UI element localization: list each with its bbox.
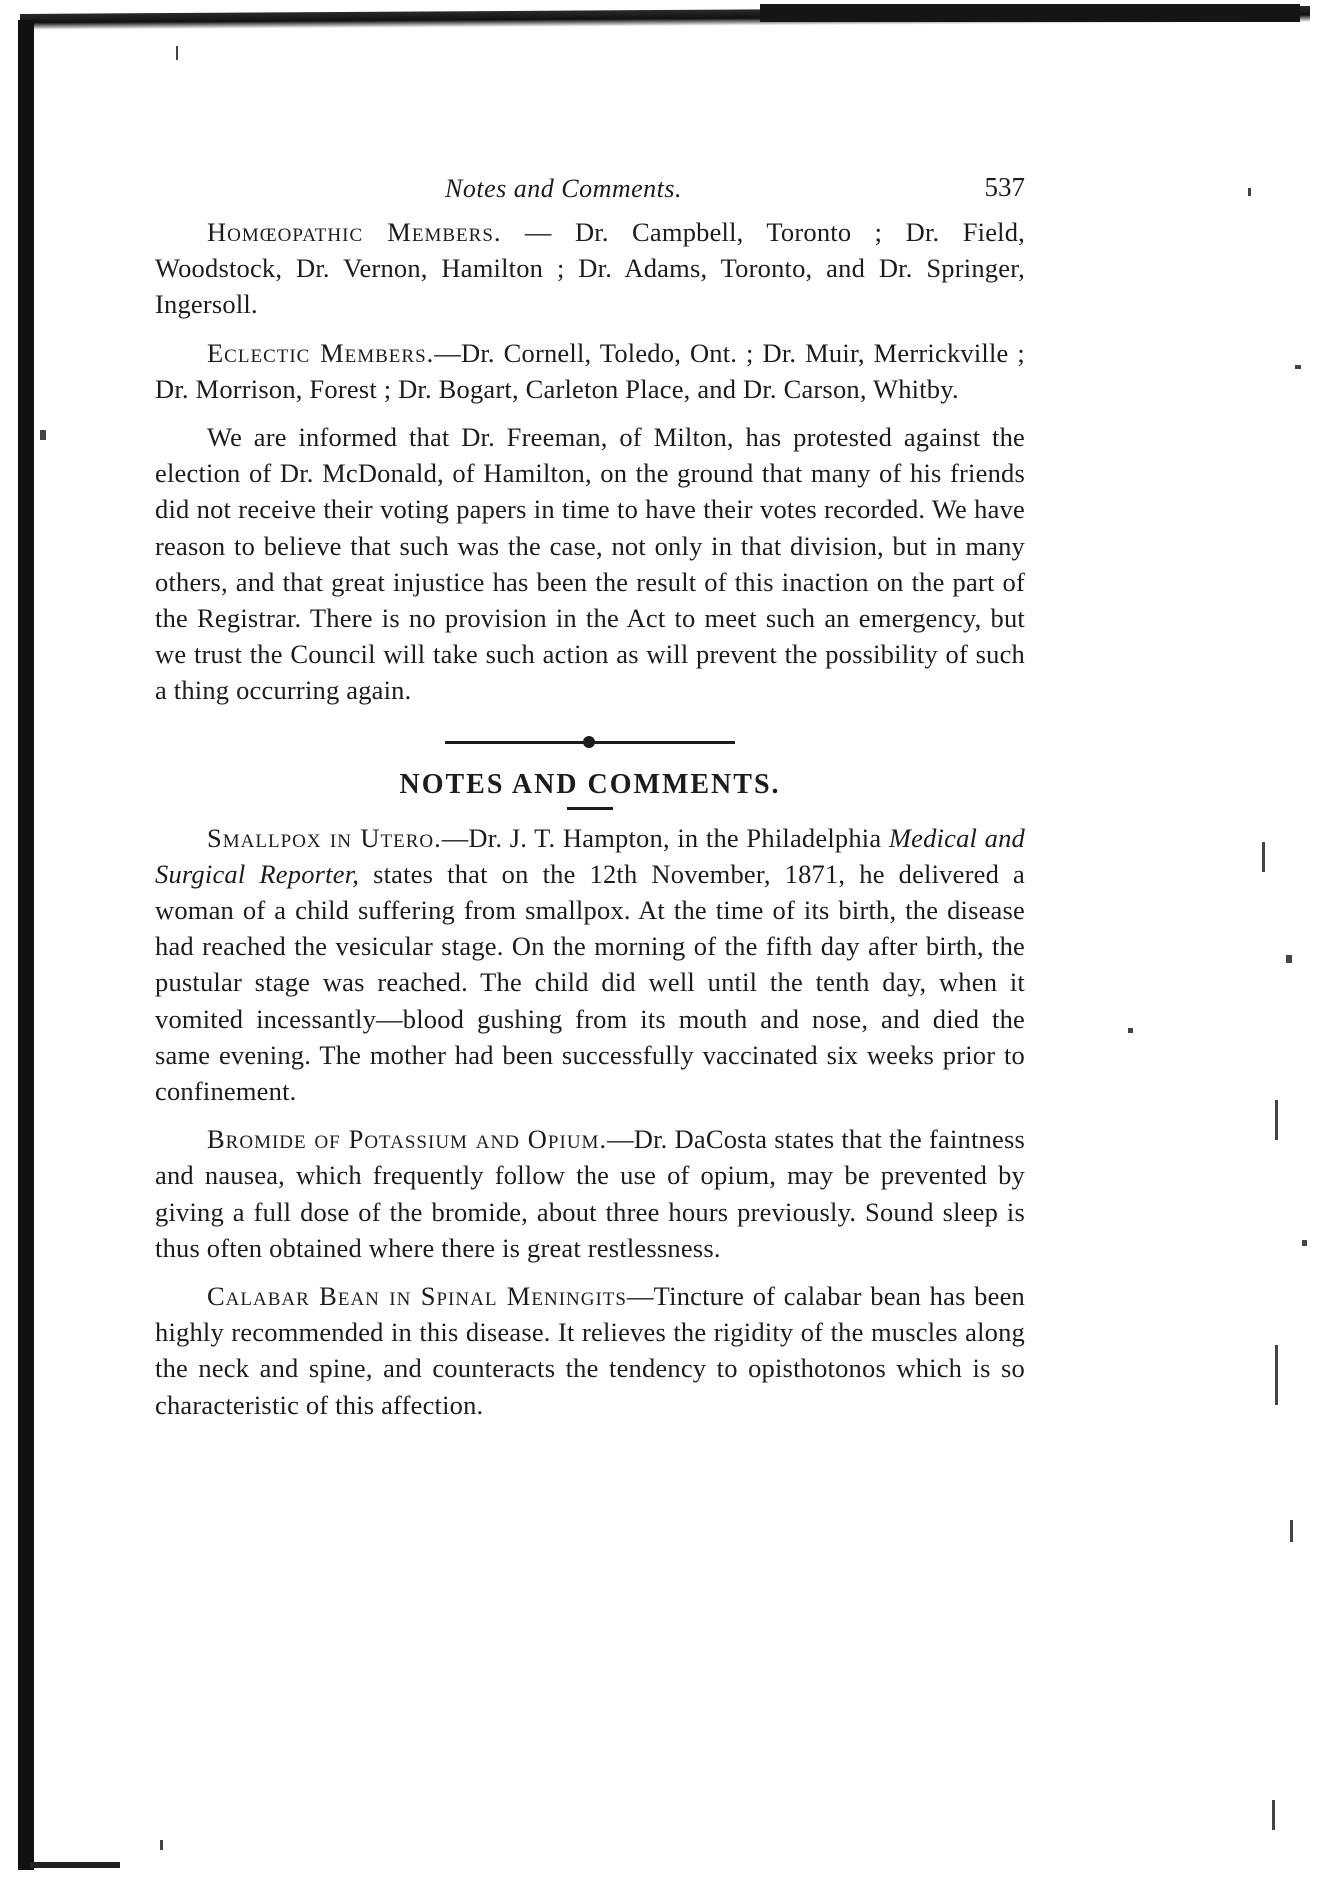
running-title: Notes and Comments. — [445, 174, 682, 203]
divider-ornament — [583, 736, 595, 748]
section-divider — [155, 723, 1025, 763]
paragraph-lead: Calabar Bean in Spinal Meningits — [207, 1281, 627, 1312]
protest-paragraph: We are informed that Dr. Freeman, of Milton, has protested against the election of Dr. McDonald, of Hamilton, on the ground that many of his friends did not receive their voting papers in time to have their votes recorded. We have reason to believe that such was the case, not only in that division, but in many others, and that great injustice has been the result of this inaction on the part of the Registrar. There is no provision in the Act to meet such an emergency, but we trust the Council will take such action as will prevent the possibility of such a thing occurring again. — [155, 422, 1025, 706]
page-number: 537 — [984, 172, 1025, 202]
scan-left-edge — [18, 20, 34, 1870]
smallpox-paragraph — [155, 820, 1025, 1110]
paragraph-lead: Bromide of Potassium and Opium. — [207, 1124, 608, 1155]
paragraph-text: —Tincture of calabar bean has been highly recommended in this disease. It relieves the rigidity of the muscles along the neck and spine, and counteracts the tendency to opisthotonos which is so characteristic of this affection. — [155, 1281, 1026, 1420]
calabar-paragraph — [155, 1278, 1025, 1423]
paragraph-lead: Homœopathic Members. — [207, 217, 502, 247]
scan-bottom-corner — [30, 1862, 120, 1868]
journal-title: Medical and Surgical Reporter, — [155, 822, 1026, 889]
paragraph-text: states that on the 12th November, 1871, he delivered a woman of a child suffering from smallpox. At the time of its birth, the disease had reached the vesicular stage. On the morning of the fifth day after birth, the pustular stage was reached. The child did well until the tenth day, when it vomited incessantly—blood gushing from its mouth and nose, and died the same evening. The mother had been successfully vaccinated six weeks prior to confinement. — [155, 858, 1025, 1107]
paragraph-text: —Dr. J. T. Hampton, in the Philadelphia — [441, 822, 889, 853]
homoeopathic-members-paragraph — [155, 214, 1025, 323]
paragraph-lead: Smallpox in Utero. — [207, 822, 442, 853]
paragraph-lead: Eclectic Members. — [207, 337, 435, 368]
paragraph-text: — Dr. Campbell, Toronto ; Dr. Field, Woodstock, Dr. Vernon, Hamilton ; Dr. Adams, Toronto, and Dr. Springer, Ingersoll. — [155, 217, 1025, 320]
paragraph-text: —Dr. DaCosta states that the faintness and nausea, which frequently follow the use of opium, may be prevented by giving a full dose of the bromide, about three hours previously. Sound sleep is thus often obtained where there is great restlessness. — [155, 1124, 1025, 1263]
eclectic-members-paragraph — [155, 335, 1025, 407]
paragraph-text: —Dr. Cornell, Toledo, Ont. ; Dr. Muir, Merrickville ; Dr. Morrison, Forest ; Dr. Bogart, Carleton Place, and Dr. Carson, Whitby. — [155, 337, 1025, 404]
scan-top-edge-shadow — [760, 4, 1300, 22]
heading-rule — [567, 807, 613, 810]
running-head — [155, 168, 1025, 208]
section-heading: NOTES AND COMMENTS. — [399, 768, 781, 800]
book-page — [155, 168, 1025, 1435]
bromide-paragraph — [155, 1121, 1025, 1266]
